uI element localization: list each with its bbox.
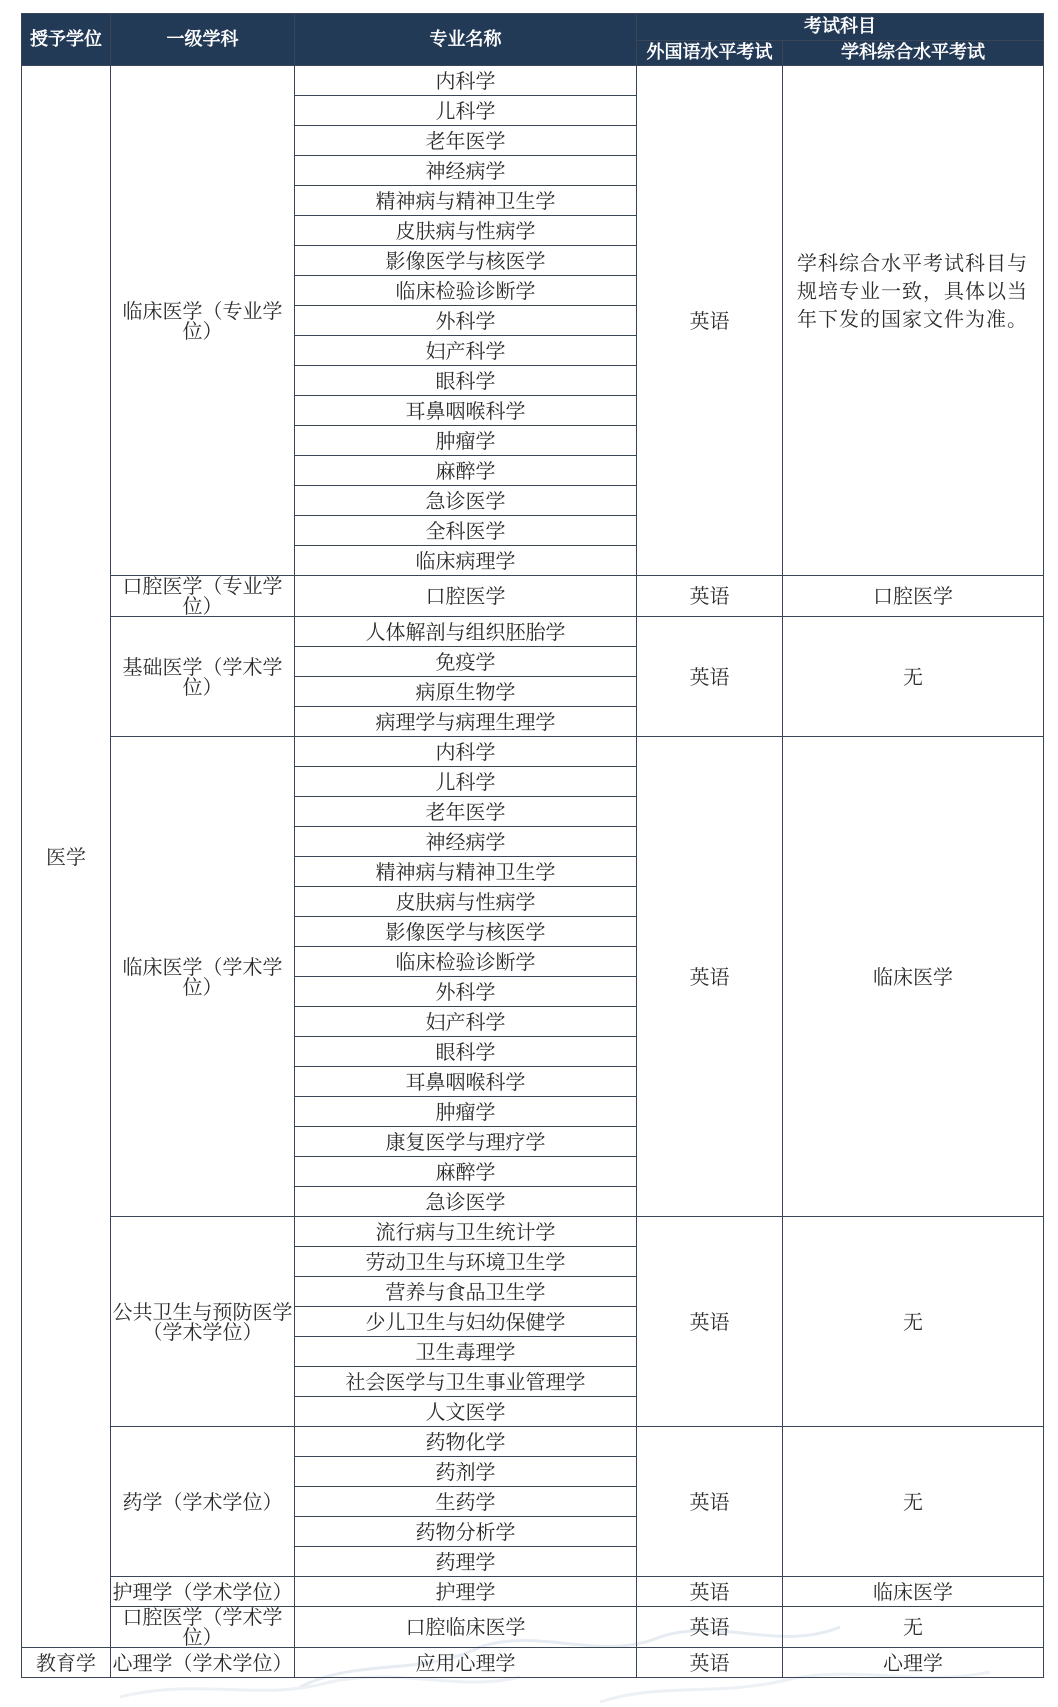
table-row [22,576,1044,617]
table-body [22,66,1044,1678]
major-cell: 眼科学 [295,366,637,396]
foreign-language-cell: 英语 [637,1217,783,1427]
header-major: 专业名称 [295,14,637,66]
major-cell: 卫生毒理学 [295,1337,637,1367]
header-degree: 授予学位 [22,14,111,66]
major-cell: 老年医学 [295,797,637,827]
foreign-language-cell: 英语 [637,1648,783,1678]
major-cell: 临床检验诊断学 [295,947,637,977]
foreign-language-cell: 英语 [637,1577,783,1607]
major-cell: 急诊医学 [295,1187,637,1217]
discipline-cell: 临床医学（专业学位） [111,66,295,576]
comprehensive-exam-cell: 心理学 [783,1648,1044,1678]
major-cell: 老年医学 [295,126,637,156]
table-row [22,66,1044,96]
discipline-cell: 护理学（学术学位） [111,1577,295,1607]
comprehensive-exam-cell: 无 [783,1427,1044,1577]
major-cell: 神经病学 [295,827,637,857]
major-cell: 生药学 [295,1487,637,1517]
discipline-cell: 口腔医学（专业学位） [111,576,295,617]
comprehensive-note-text: 学科综合水平考试科目与规培专业一致，具体以当年下发的国家文件为准。 [797,250,1028,331]
major-cell: 劳动卫生与环境卫生学 [295,1247,637,1277]
major-cell: 耳鼻咽喉科学 [295,396,637,426]
major-cell: 影像医学与核医学 [295,246,637,276]
table-row [22,1577,1044,1607]
discipline-cell: 心理学（学术学位） [111,1648,295,1678]
major-cell: 精神病与精神卫生学 [295,857,637,887]
major-cell: 药剂学 [295,1457,637,1487]
major-cell: 少儿卫生与妇幼保健学 [295,1307,637,1337]
major-cell: 麻醉学 [295,456,637,486]
table-row [22,1217,1044,1247]
major-cell: 口腔医学 [295,576,637,617]
major-cell: 儿科学 [295,96,637,126]
major-cell: 口腔临床医学 [295,1607,637,1648]
comprehensive-exam-cell: 口腔医学 [783,576,1044,617]
comprehensive-exam-cell [783,66,1044,576]
header-exam-subjects: 考试科目 [637,14,1044,41]
major-cell: 外科学 [295,306,637,336]
foreign-language-cell: 英语 [637,1427,783,1577]
major-cell: 妇产科学 [295,1007,637,1037]
major-cell: 耳鼻咽喉科学 [295,1067,637,1097]
major-cell: 肿瘤学 [295,426,637,456]
major-cell: 全科医学 [295,516,637,546]
major-cell: 营养与食品卫生学 [295,1277,637,1307]
header-discipline: 一级学科 [111,14,295,66]
major-cell: 社会医学与卫生事业管理学 [295,1367,637,1397]
degree-cell: 医学 [22,66,111,1648]
discipline-cell: 基础医学（学术学位） [111,617,295,737]
major-cell: 儿科学 [295,767,637,797]
degree-cell: 教育学 [22,1648,111,1678]
comprehensive-exam-cell: 临床医学 [783,1577,1044,1607]
foreign-language-cell: 英语 [637,617,783,737]
foreign-language-cell: 英语 [637,66,783,576]
major-cell: 护理学 [295,1577,637,1607]
foreign-language-cell: 英语 [637,1607,783,1648]
table-row [22,1427,1044,1457]
major-cell: 精神病与精神卫生学 [295,186,637,216]
major-cell: 妇产科学 [295,336,637,366]
table-row [22,1607,1044,1648]
table-header [22,14,1044,66]
major-cell: 神经病学 [295,156,637,186]
discipline-cell: 药学（学术学位） [111,1427,295,1577]
discipline-cell: 口腔医学（学术学位） [111,1607,295,1648]
table-row [22,737,1044,767]
header-comprehensive: 学科综合水平考试 [783,41,1044,66]
major-cell: 皮肤病与性病学 [295,887,637,917]
comprehensive-exam-cell: 无 [783,1607,1044,1648]
major-cell: 影像医学与核医学 [295,917,637,947]
discipline-cell: 临床医学（学术学位） [111,737,295,1217]
major-cell: 眼科学 [295,1037,637,1067]
foreign-language-cell: 英语 [637,737,783,1217]
table-row [22,617,1044,647]
comprehensive-exam-cell: 无 [783,617,1044,737]
comprehensive-exam-cell: 无 [783,1217,1044,1427]
major-cell: 临床检验诊断学 [295,276,637,306]
major-cell: 人文医学 [295,1397,637,1427]
comprehensive-exam-cell: 临床医学 [783,737,1044,1217]
header-foreign-language: 外国语水平考试 [637,41,783,66]
major-cell: 病理学与病理生理学 [295,707,637,737]
foreign-language-cell: 英语 [637,576,783,617]
exam-subjects-table-container [21,13,1043,1678]
major-cell: 急诊医学 [295,486,637,516]
major-cell: 内科学 [295,66,637,96]
major-cell: 药理学 [295,1547,637,1577]
discipline-cell: 公共卫生与预防医学（学术学位） [111,1217,295,1427]
major-cell: 肿瘤学 [295,1097,637,1127]
major-cell: 药物分析学 [295,1517,637,1547]
major-cell: 内科学 [295,737,637,767]
major-cell: 流行病与卫生统计学 [295,1217,637,1247]
major-cell: 药物化学 [295,1427,637,1457]
exam-subjects-table [21,13,1044,1678]
major-cell: 免疫学 [295,647,637,677]
major-cell: 临床病理学 [295,546,637,576]
major-cell: 病原生物学 [295,677,637,707]
major-cell: 康复医学与理疗学 [295,1127,637,1157]
table-row [22,1648,1044,1678]
major-cell: 麻醉学 [295,1157,637,1187]
major-cell: 应用心理学 [295,1648,637,1678]
major-cell: 外科学 [295,977,637,1007]
major-cell: 人体解剖与组织胚胎学 [295,617,637,647]
major-cell: 皮肤病与性病学 [295,216,637,246]
